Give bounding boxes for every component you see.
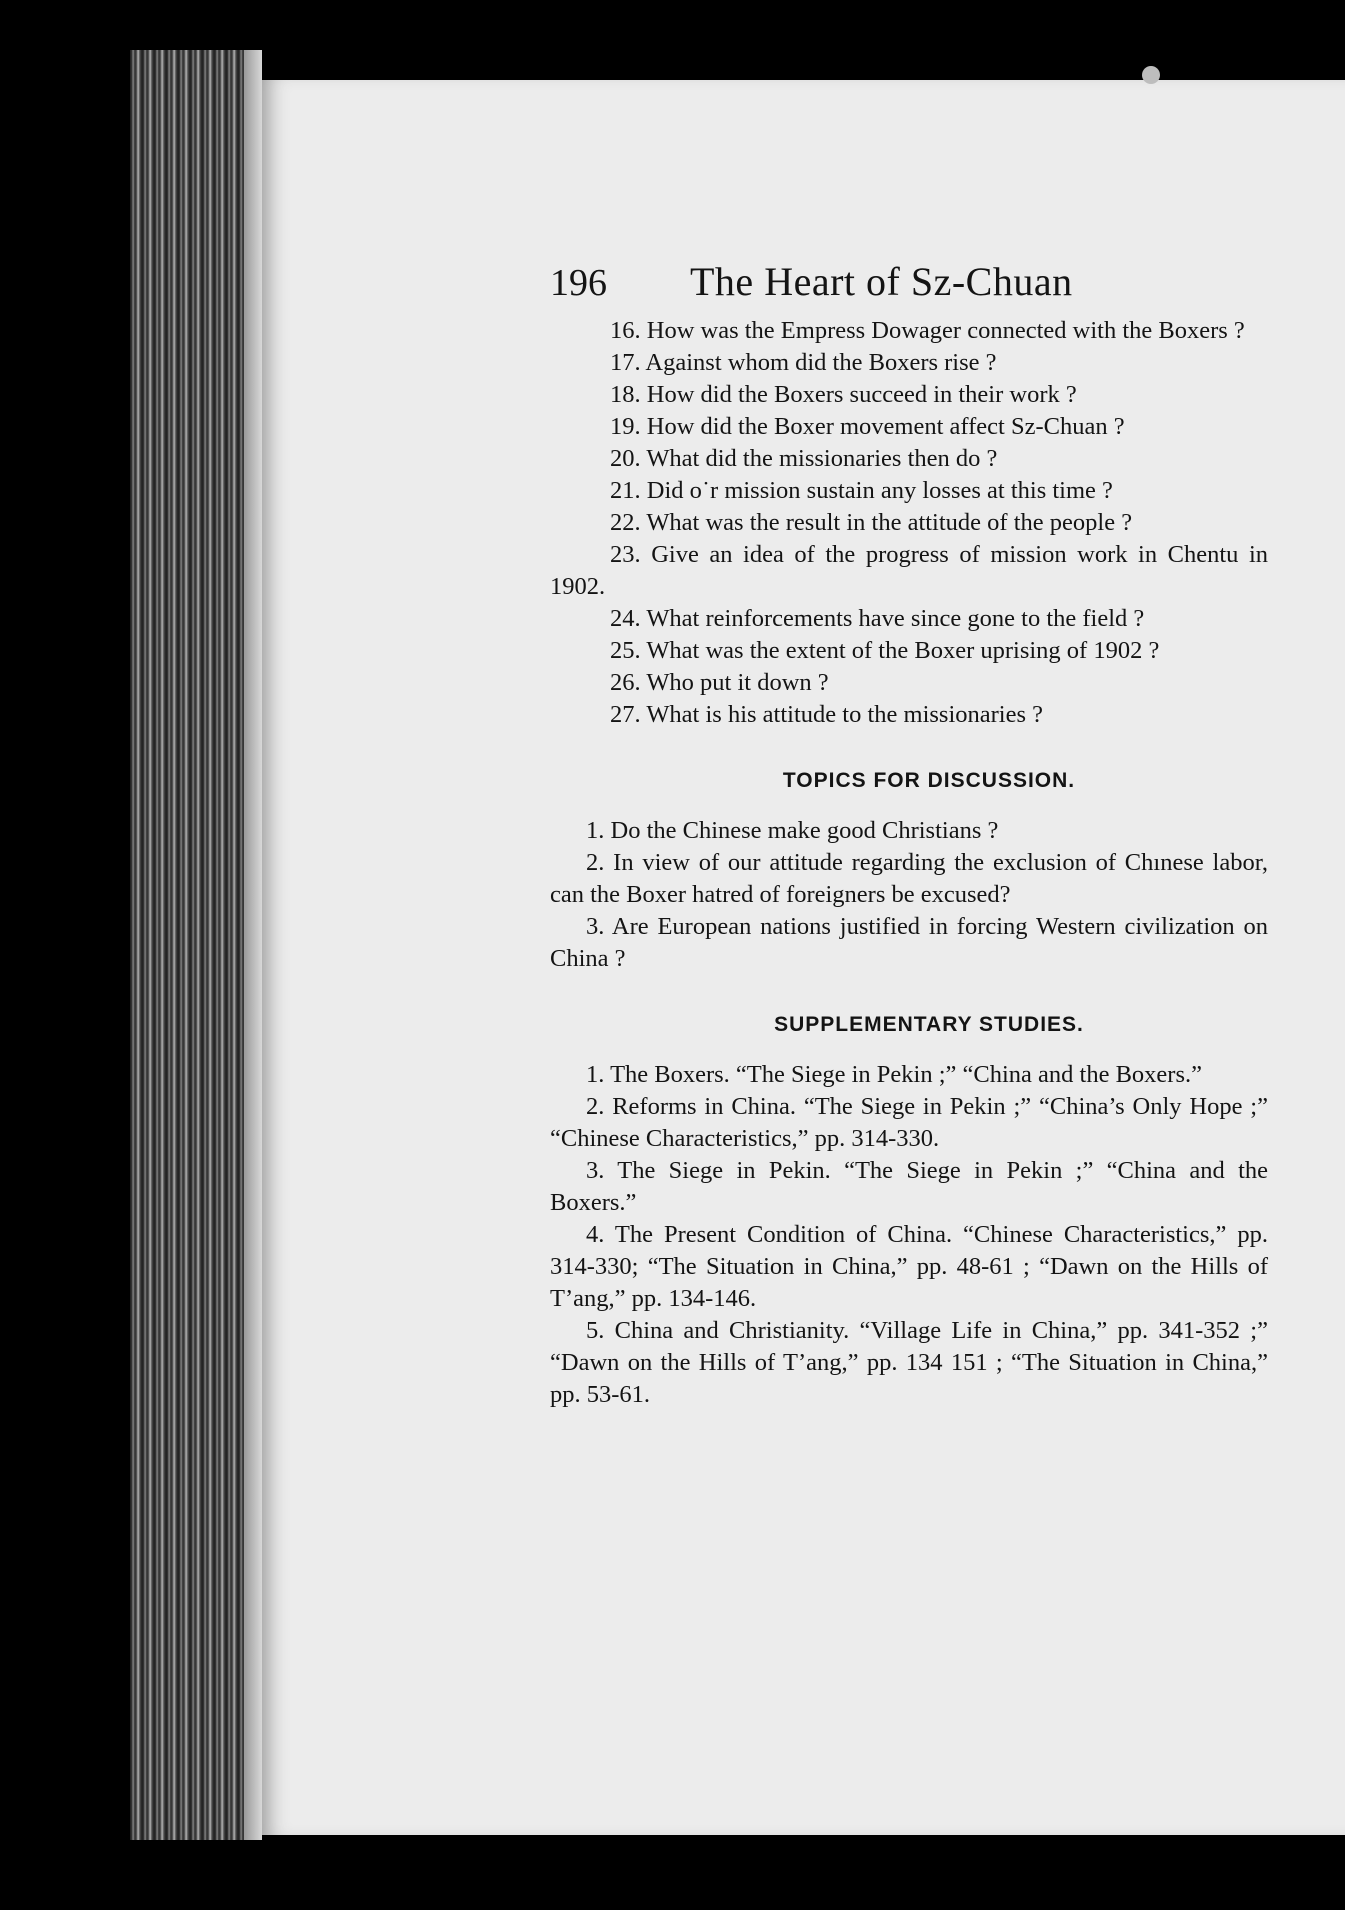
question-number: 16.: [610, 317, 641, 344]
study-number: 1.: [586, 1061, 605, 1088]
question-number: 26.: [610, 669, 641, 696]
running-title: The Heart of Sz-Chuan: [690, 259, 1073, 304]
question-item: [550, 539, 1268, 603]
topic-item: [550, 815, 1268, 847]
question-text: Against whom did the Boxers rise ?: [645, 349, 997, 376]
paper-spot: [1142, 66, 1160, 84]
study-number: 3.: [586, 1157, 605, 1184]
topic-item: [550, 847, 1268, 911]
question-item: [550, 507, 1268, 539]
study-text: The Present Condition of China. “Chinese Characteristics,” pp. 314-330; “The Situation in China,” pp. 48-61 ; “Dawn on the Hills of T’ang,” pp. 134-146.: [550, 1221, 1268, 1312]
studies-heading: SUPPLEMENTARY STUDIES.: [774, 1013, 1084, 1036]
studies-list: [550, 1059, 1268, 1411]
question-text: How did the Boxers succeed in their work ?: [646, 381, 1077, 408]
study-item: [550, 1155, 1268, 1219]
question-text: What was the result in the attitude of the people ?: [646, 509, 1133, 536]
study-item: [550, 1059, 1268, 1091]
question-number: 19.: [610, 413, 641, 440]
question-text: How did the Boxer movement affect Sz-Chuan ?: [646, 413, 1125, 440]
question-number: 27.: [610, 701, 641, 728]
question-number: 21.: [610, 477, 641, 504]
question-text: What did the missionaries then do ?: [646, 445, 998, 472]
question-item: [550, 667, 1268, 699]
question-number: 23.: [610, 541, 641, 568]
study-item: [550, 1091, 1268, 1155]
question-item: [550, 443, 1268, 475]
question-number: 25.: [610, 637, 641, 664]
question-item: [550, 603, 1268, 635]
topic-item: [550, 911, 1268, 975]
page-number: 196: [550, 262, 607, 304]
question-item: [550, 411, 1268, 443]
question-number: 18.: [610, 381, 641, 408]
study-text: The Boxers. “The Siege in Pekin ;” “China and the Boxers.”: [610, 1061, 1202, 1088]
question-item: [550, 475, 1268, 507]
topic-number: 3.: [586, 913, 605, 940]
question-number: 20.: [610, 445, 641, 472]
question-item: [550, 635, 1268, 667]
question-text: Give an idea of the progress of mission work in Chentu in 1902.: [550, 541, 1269, 600]
page-text: [550, 258, 1268, 1411]
study-item: [550, 1315, 1268, 1411]
question-item: [550, 315, 1268, 347]
topic-text: In view of our attitude regarding the eхclusion of Chınese labor, can the Boxer hatred of foreigners be excused?: [550, 849, 1268, 908]
study-number: 4.: [586, 1221, 605, 1248]
question-item: [550, 347, 1268, 379]
question-item: [550, 699, 1268, 731]
question-text: What reinforcements have since gone to the field ?: [646, 605, 1145, 632]
question-number: 22.: [610, 509, 641, 536]
topics-heading: TOPICS FOR DISCUSSION.: [782, 769, 1076, 792]
topic-text: Do the Chinese make good Christians ?: [610, 817, 999, 844]
study-number: 2.: [586, 1093, 605, 1120]
question-text: Who put it down ?: [646, 669, 829, 696]
study-text: Reforms in China. “The Siege in Pekin ;” “China’s Only Hope ;” “Chinese Characteristics,” pp. 314-330.: [550, 1093, 1268, 1152]
question-item: [550, 379, 1268, 411]
topic-number: 1.: [586, 817, 605, 844]
running-head: [550, 258, 1268, 307]
study-text: China and Christianity. “Village Life in China,” pp. 341-352 ;” “Dawn on the Hills of T’ang,” pp. 134 151 ; “The Situation in China,” pp. 53-61.: [550, 1317, 1268, 1408]
question-text: What is his attitude to the missionaries ?: [646, 701, 1044, 728]
question-text: How was the Empress Dowager connected with the Boxers ?: [646, 317, 1245, 344]
question-text: What was the extent of the Boxer uprising of 1902 ?: [646, 637, 1160, 664]
topic-number: 2.: [586, 849, 605, 876]
study-item: [550, 1219, 1268, 1315]
topics-list: [550, 815, 1268, 975]
question-number: 24.: [610, 605, 641, 632]
topic-text: Are European nations justified in forcing Western civilization on China ?: [550, 913, 1269, 972]
study-number: 5.: [586, 1317, 605, 1344]
study-text: The Siege in Pekin. “The Siege in Pekin ;” “China and the Boxers.”: [550, 1157, 1268, 1216]
question-number: 17.: [610, 349, 641, 376]
book-page-edges: [130, 50, 262, 1840]
question-list: [550, 315, 1268, 731]
question-text: Did o˙r mission sustain any losses at this time ?: [646, 477, 1113, 504]
